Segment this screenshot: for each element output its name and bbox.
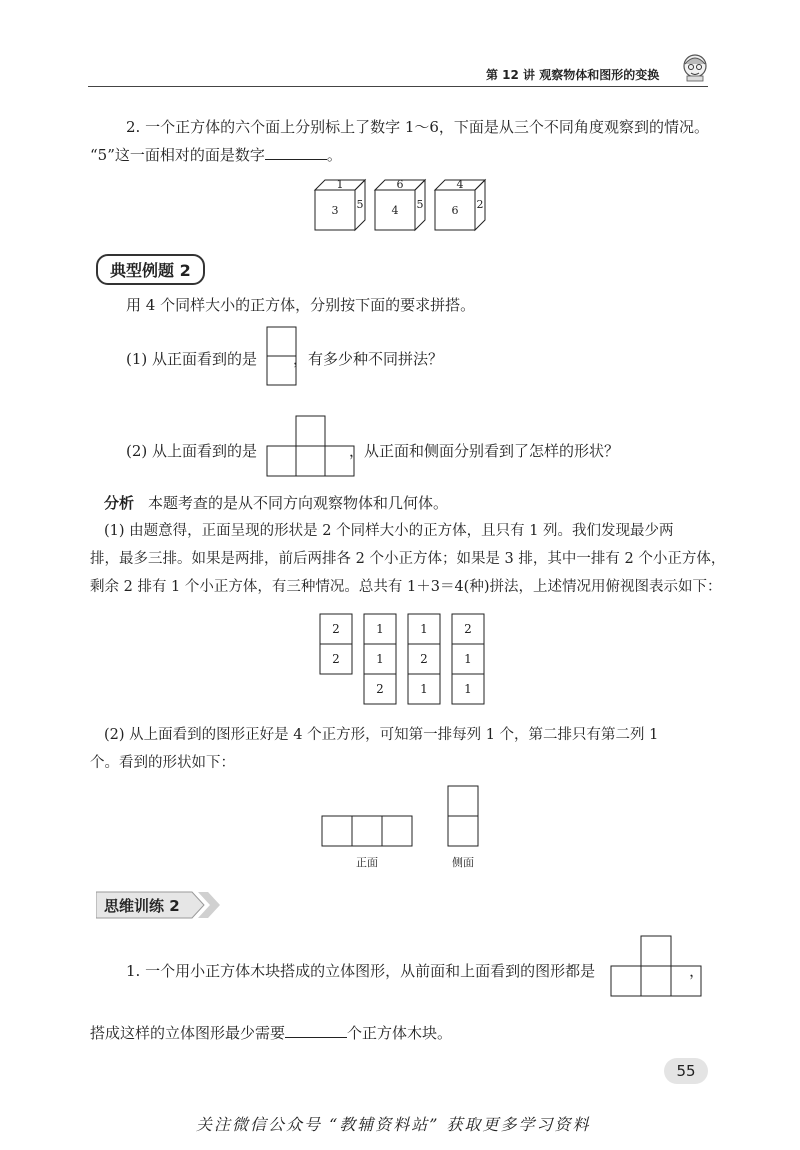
front-label: 正面 [356,856,378,869]
analysis-para1-line1: (1) 由题意得，正面呈现的形状是 2 个同样大小的正方体，且只有 1 列。我们发现最少两 [104,523,674,539]
example-badge: 典型例题 2 [96,254,205,285]
grid-4-cell-2: 1 [464,652,472,666]
q2-line2 [90,144,342,166]
front-side-views [320,782,490,874]
training-badge-label: 思维训练 2 [104,897,180,915]
training-q1-line2-suffix: 个正方体木块。 [347,1024,453,1042]
grid-3-cell-2: 2 [420,652,428,666]
training-q1-prefix: 1. 一个用小正方体木块搭成的立体图形，从前面和上面看到的图形都是 [126,962,596,980]
grid-4-cell-3: 1 [464,682,472,696]
side-label: 侧面 [452,856,474,869]
grid-1-cell-1: 2 [332,622,340,636]
q2-answer-blank [265,145,327,160]
training-badge [96,890,220,920]
cube-3-top: 4 [456,178,464,191]
q2-line1: 2. 一个正方体的六个面上分别标上了数字 1～6，下面是从三个不同角度观察到的情况。 [126,118,709,136]
grid-2-cell-1: 1 [376,622,384,636]
cube-2-top: 6 [396,178,404,191]
top-view-shape [266,414,358,478]
chapter-title: 第 12 讲 观察物体和图形的变换 [486,68,660,82]
training-q1-line2 [90,1022,452,1044]
analysis-label: 分析 [104,494,135,512]
analysis-text: 本题考查的是从不同方向观察物体和几何体。 [148,494,449,512]
front-view-shape [266,326,298,388]
top-view-grids [318,612,488,708]
cube-1-side: 5 [356,198,364,211]
cube-views [310,174,490,234]
grid-2-cell-3: 2 [376,682,384,696]
q2-line2-prefix: “5”这一面相对的面是数字 [90,146,265,164]
example-p1-prefix: (1) 从正面看到的是 [126,350,258,368]
cube-2-front: 4 [391,204,399,217]
training-q1-suffix: ， [689,962,705,980]
analysis-para2-line1: (2) 从上面看到的图形正好是 4 个正方形，可知第一排每列 1 个，第二排只有第二列 1 [104,727,659,743]
example-p2-prefix: (2) 从上面看到的是 [126,442,258,460]
cube-3-side: 2 [476,198,484,211]
header-rule [88,86,708,87]
cube-1-top: 1 [336,178,344,191]
front-view-result [322,816,412,846]
example-p1-suffix: ，有多少种不同拼法？ [293,350,444,368]
mascot-icon [680,52,710,82]
example-p2 [126,440,619,462]
analysis-para1-line2: 排，最多三排。如果是两排，前后两排各 2 个小正方体；如果是 3 排，其中一排有 2 个小正方体， [90,551,726,567]
cube-2-side: 5 [416,198,424,211]
training-answer-blank [285,1023,347,1038]
example-intro: 用 4 个同样大小的正方体，分别按下面的要求拼搭。 [126,296,476,314]
training-shape [610,934,704,1000]
grid-1-cell-2: 2 [332,652,340,666]
footer-watermark: 关注微信公众号 “教辅资料站” 获取更多学习资料 [196,1115,591,1134]
grid-2-cell-2: 1 [376,652,384,666]
grid-3-cell-3: 1 [420,682,428,696]
analysis-line [104,492,448,514]
training-q1-line2-prefix: 搭成这样的立体图形最少需要 [90,1024,286,1042]
analysis-para2-line2: 个。看到的形状如下： [90,755,235,771]
analysis-para1-line3: 剩余 2 排有 1 个小正方体，有三种情况。总共有 1＋3＝4(种)拼法，上述情况用俯视图表示如下： [90,579,722,595]
cube-3-front: 6 [451,204,459,217]
page-number: 55 [664,1058,708,1084]
cube-1-front: 3 [331,204,339,217]
grid-3-cell-1: 1 [420,622,428,636]
side-view-result [448,786,478,846]
example-p2-suffix: ，从正面和侧面分别看到了怎样的形状？ [349,442,620,460]
q2-line2-suffix: 。 [326,146,342,164]
grid-4-cell-1: 2 [464,622,472,636]
